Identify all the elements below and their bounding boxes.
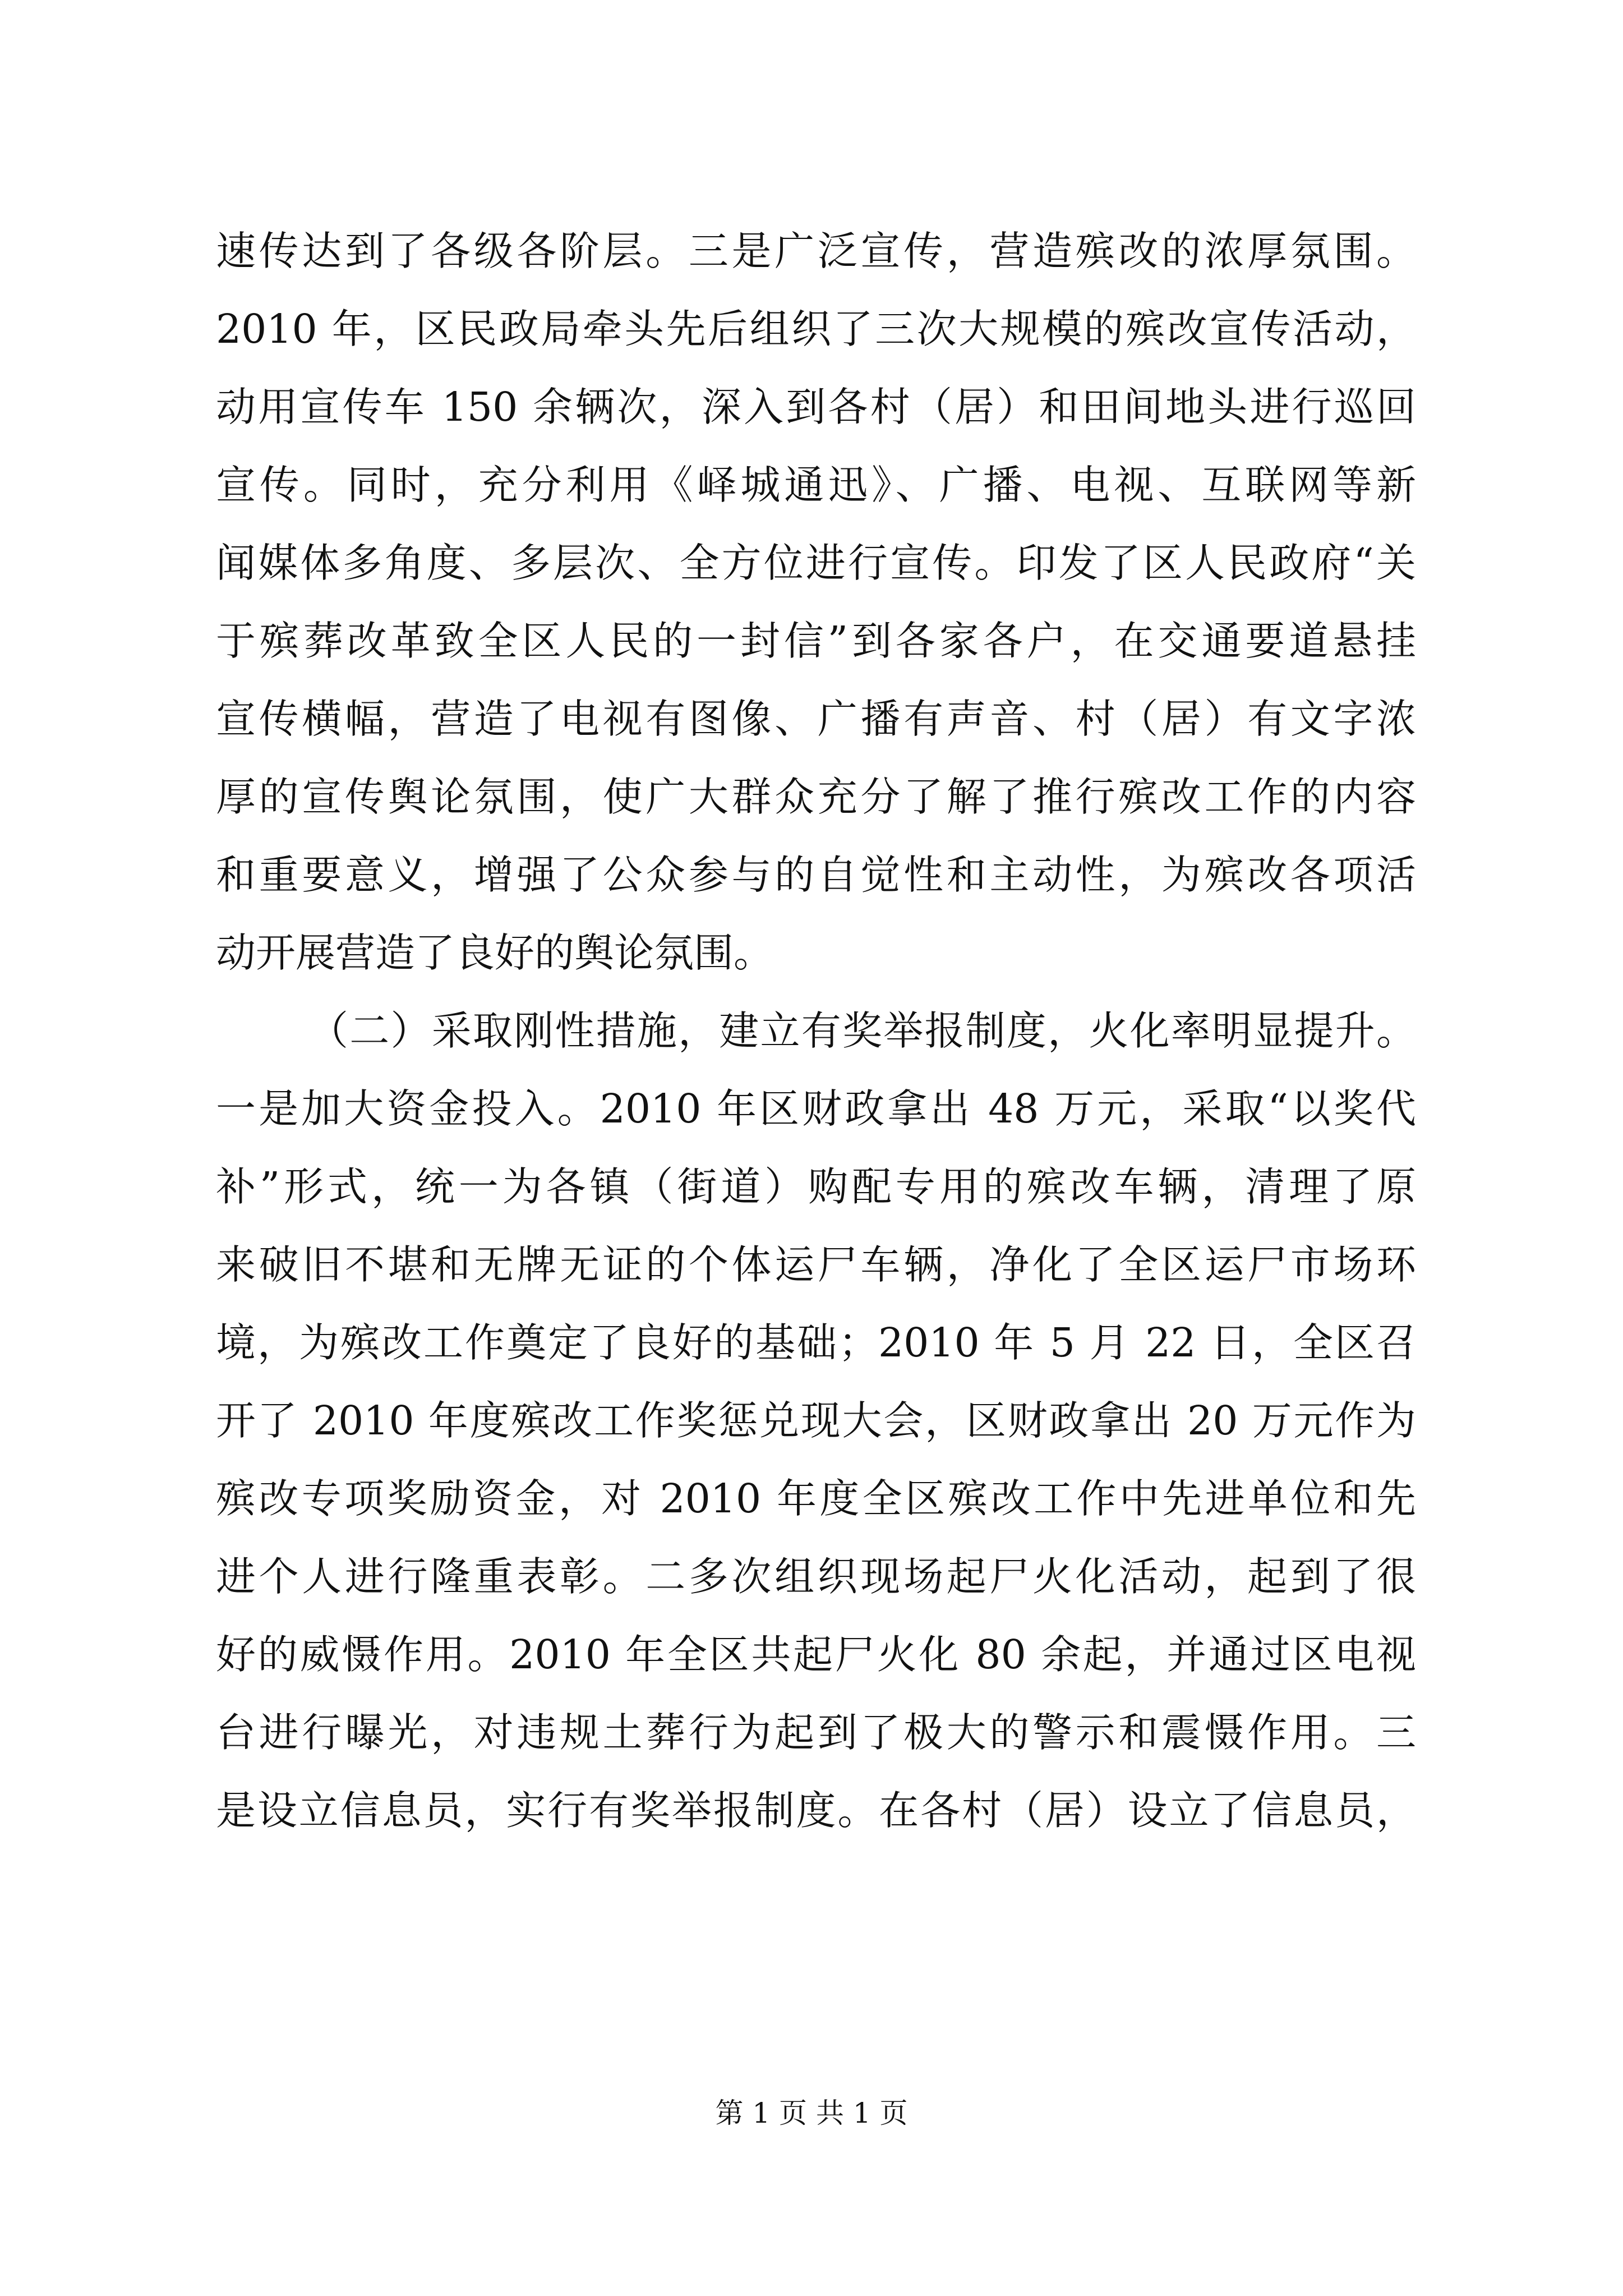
text-line: 台进行曝光，对违规土葬行为起到了极大的警示和震慑作用。三 — [216, 1709, 1416, 1756]
text-line: 宣传。同时，充分利用《峄城通迅》、广播、电视、互联网等新 — [216, 462, 1416, 508]
text-line: 来破旧不堪和无牌无证的个体运尸车辆，净化了全区运尸市场环 — [216, 1241, 1416, 1288]
text-line: 补”形式，统一为各镇（街道）购配专用的殡改车辆，清理了原 — [216, 1163, 1416, 1210]
paragraph-last-line: 动开展营造了良好的舆论氛围。 — [216, 930, 774, 976]
text-line: 2010 年，区民政局牵头先后组织了三次大规模的殡改宣传活动， — [216, 306, 1416, 352]
text-line: 开了 2010 年度殡改工作奖惩兑现大会，区财政拿出 20 万元作为 — [216, 1397, 1416, 1444]
text-line: 进个人进行隆重表彰。二多次组织现场起尸火化活动，起到了很 — [216, 1553, 1416, 1600]
text-line: 厚的宣传舆论氛围，使广大群众充分了解了推行殡改工作的内容 — [216, 774, 1416, 820]
text-line: 是设立信息员，实行有奖举报制度。在各村（居）设立了信息员， — [216, 1787, 1416, 1834]
text-line: 好的威慑作用。2010 年全区共起尸火化 80 余起，并通过区电视 — [216, 1631, 1416, 1678]
text-line: 速传达到了各级各阶层。三是广泛宣传，营造殡改的浓厚氛围。 — [216, 228, 1416, 274]
text-line: 宣传横幅，营造了电视有图像、广播有声音、村（居）有文字浓 — [216, 696, 1416, 742]
section-heading-line: （二）采取刚性措施，建立有奖举报制度，火化率明显提升。 — [308, 1007, 1416, 1054]
text-line: 一是加大资金投入。2010 年区财政拿出 48 万元，采取“以奖代 — [216, 1085, 1416, 1132]
text-line: 于殡葬改革致全区人民的一封信”到各家各户，在交通要道悬挂 — [216, 618, 1416, 664]
text-line: 和重要意义，增强了公众参与的自觉性和主动性，为殡改各项活 — [216, 852, 1416, 898]
text-line: 闻媒体多角度、多层次、全方位进行宣传。印发了区人民政府“关 — [216, 540, 1416, 586]
page-number-footer: 第 1 页 共 1 页 — [715, 2097, 908, 2129]
text-line: 殡改专项奖励资金，对 2010 年度全区殡改工作中先进单位和先 — [216, 1475, 1416, 1522]
document-body — [216, 212, 1416, 1849]
text-line: 动用宣传车 150 余辆次，深入到各村（居）和田间地头进行巡回 — [216, 384, 1416, 430]
text-line: 境，为殡改工作奠定了良好的基础；2010 年 5 月 22 日，全区召 — [216, 1319, 1416, 1366]
